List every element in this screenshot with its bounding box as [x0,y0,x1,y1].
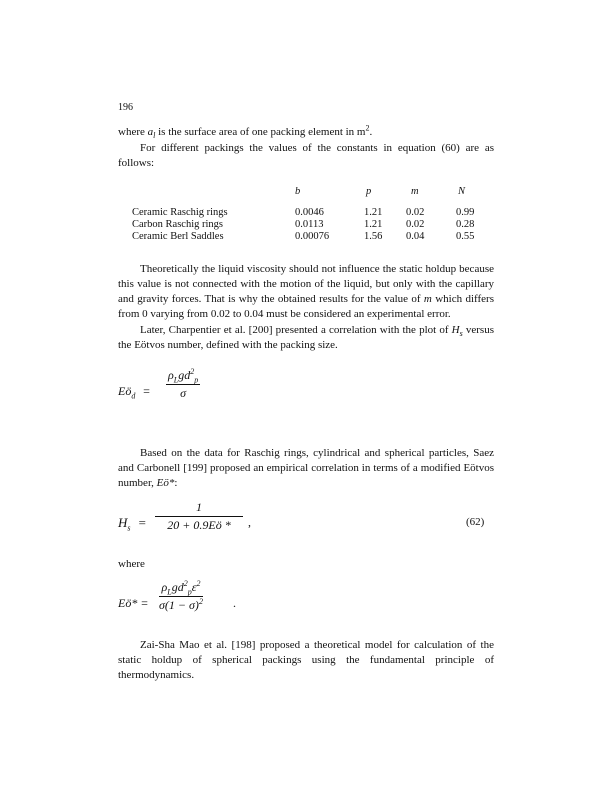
table-cell-name: Ceramic Berl Saddles [132,231,224,242]
symbol-a: a [147,126,154,138]
where-label: where [118,558,145,570]
text-span: where [118,126,148,138]
equation-sigma: σ [180,386,187,400]
table-header-m: m [411,186,419,197]
symbol-sub: s [459,329,463,339]
equation-denominator: σ(1 − σ) [159,598,199,612]
text-span: which differs from 0 varying from 0.02 to 0.04 must be considered an experimental error. [118,293,494,320]
equation-sub: s [127,523,131,533]
table-cell-p: 1.56 [364,231,383,242]
equation-number: (62) [466,516,485,528]
equation-sup: 2 [183,579,188,588]
table-cell-n: 0.55 [456,231,475,242]
equation-rho: ρ [161,580,168,594]
equation-epsilon: ε [191,580,197,594]
equation-sup: 2 [196,579,201,588]
paragraph-saez-carbonell [118,446,494,491]
equation-62-comma: , [248,515,251,529]
text-span: Theoretically the liquid viscosity should not influence the static holdup because this value is not connected with the motion of the liquid, but only with the capillary and gravity forces. That is why the obtained results for the value of [118,263,494,305]
text-span: . [369,126,373,138]
equation-62 [118,515,147,531]
table-row [132,219,474,231]
table-row [132,207,474,219]
table-header-n: N [458,186,466,197]
equation-eotvos [118,384,150,399]
symbol-sup: 2 [365,123,370,133]
equation-term: gd [171,580,184,594]
equation-numerator: 1 [196,500,202,514]
equation-equals: = [142,384,151,398]
table-cell-n: 0.99 [456,207,475,218]
text-span: versus the Eötvos number, defined with the packing size. [118,324,494,351]
equation-modified-eotvos: Eö* = [118,596,149,610]
equation-denominator: 20 + 0.9Eö * [167,518,231,532]
table-cell-m: 0.04 [406,231,425,242]
table-cell-name: Ceramic Raschig rings [132,207,228,218]
table-header-p: p [366,186,372,197]
equation-sub: d [131,391,136,401]
table-cell-b: 0.00076 [295,231,330,242]
paragraph-viscosity [118,262,494,322]
equation-equals: = [137,515,147,530]
table-cell-p: 1.21 [364,219,383,230]
equation-rho: ρ [168,368,174,382]
symbol-m: m [423,293,432,305]
packing-constants-table [132,207,474,243]
symbol-sub: l [153,131,156,141]
table-row [132,231,474,243]
equation-sub: p [187,587,192,597]
paragraph-charpentier [118,323,494,353]
table-cell-n: 0.28 [456,219,475,230]
table-cell-name: Carbon Raschig rings [132,219,223,230]
equation-lhs: Eö [118,384,132,398]
equation-62-fraction [155,500,243,533]
equation-modified-period: . [233,596,236,610]
text-span: : [174,477,178,489]
equation-sup: 2 [198,597,203,606]
table-cell-b: 0.0113 [295,219,324,230]
page-number: 196 [118,102,133,113]
table-cell-p: 1.21 [364,207,383,218]
table-header-b: b [295,186,301,197]
text-span: Later, Charpentier et al. [200] presented a correlation with the plot of [140,324,452,336]
symbol-eo-star: Eö* [156,477,175,489]
paragraph-constants-intro: For different packings the values of the constants in equation (60) are as follows: [118,142,494,169]
table-cell-m: 0.02 [406,219,425,230]
symbol-h: H [451,324,460,336]
equation-eotvos-fraction [166,368,200,401]
equation-sub: L [173,375,179,385]
equation-lhs: H [118,515,128,530]
paragraph-surface-area [118,125,494,140]
text-span: is the surface area of one packing element in m [155,126,366,138]
equation-term: gd [178,368,191,382]
text-span: Based on the data for Raschig rings, cylindrical and spherical particles, Saez and Carbonell [199] proposed an empirical correlation in terms of a modified Eötvos number, [118,447,494,489]
equation-modified-eotvos-fraction [159,580,203,613]
table-cell-b: 0.0046 [295,207,324,218]
equation-sub: L [167,587,172,597]
equation-sub: p [194,375,199,385]
equation-sup: 2 [190,367,195,376]
table-cell-m: 0.02 [406,207,425,218]
paragraph-zai-sha-mao: Zai-Sha Mao et al. [198] proposed a theoretical model for calculation of the static holdup of spherical packings using the fundamental principle of thermodynamics. [118,639,494,681]
